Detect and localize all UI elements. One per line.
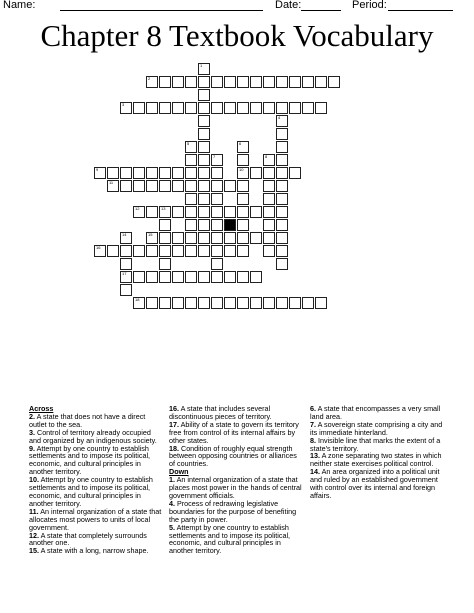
answer-cell[interactable] [237,193,249,205]
answer-cell[interactable] [224,232,236,244]
answer-cell[interactable] [172,232,184,244]
answer-cell[interactable] [276,180,288,192]
answer-cell[interactable] [198,180,210,192]
answer-cell[interactable] [198,102,210,114]
clue-number: 5 [187,141,190,146]
answer-cell[interactable] [250,102,262,114]
clue-num: 5. [169,522,175,532]
answer-cell[interactable] [263,245,275,257]
answer-cell[interactable] [237,219,249,231]
answer-cell[interactable] [198,193,210,205]
across-heading: Across [29,404,54,413]
answer-cell[interactable] [172,297,184,309]
clue-item [29,476,162,508]
answer-cell[interactable] [289,297,301,309]
answer-cell[interactable] [276,141,288,153]
answer-cell[interactable] [211,76,223,88]
clue-number: 4 [278,115,281,120]
answer-cell[interactable] [224,180,236,192]
clue-number: 13 [161,206,166,211]
answer-cell[interactable] [263,219,275,231]
answer-cell[interactable] [276,102,288,114]
answer-cell[interactable] [120,167,132,179]
answer-cell[interactable] [211,271,223,283]
clue-item [169,445,302,469]
answer-cell[interactable] [302,297,314,309]
answer-cell[interactable] [172,206,184,218]
answer-cell[interactable] [276,232,288,244]
clue-number: 15 [148,232,153,237]
answer-cell[interactable] [198,63,210,75]
answer-cell[interactable] [211,154,223,166]
clue-item [310,405,445,421]
answer-cell[interactable] [172,167,184,179]
answer-cell[interactable] [159,271,171,283]
clue-text: An internal organization of a state that places most power in the hands of central government officials. [169,475,302,500]
clue-text: Control of territory already occupied and organized by an indigenous society. [29,427,157,445]
clue-item [29,547,162,555]
date-label: Date: [275,0,302,11]
answer-cell[interactable] [159,167,171,179]
clue-item [169,476,302,500]
answer-cell[interactable] [133,206,145,218]
answer-cell[interactable] [250,297,262,309]
clue-num: 6. [310,404,316,413]
answer-cell[interactable] [250,76,262,88]
answer-cell[interactable] [263,297,275,309]
answer-cell[interactable] [198,219,210,231]
answer-cell[interactable] [198,128,210,140]
answer-cell[interactable] [172,76,184,88]
answer-cell[interactable] [94,167,106,179]
answer-cell[interactable] [250,167,262,179]
answer-cell[interactable] [198,245,210,257]
down-heading: Down [169,467,189,477]
answer-cell[interactable] [237,271,249,283]
clues-section [0,405,474,610]
clue-num: 3. [29,427,35,437]
answer-cell[interactable] [289,76,301,88]
clue-item [310,421,445,437]
answer-cell[interactable] [198,167,210,179]
answer-cell[interactable] [211,219,223,231]
clue-num: 8. [310,435,316,445]
answer-cell[interactable] [211,193,223,205]
clue-item [169,524,302,556]
clue-number: 12 [135,206,140,211]
clue-text: Attempt by one country to establish settlements and to impose its political, economic, and cultural principles in another territory. [29,475,153,508]
answer-cell[interactable] [172,102,184,114]
answer-cell[interactable] [133,167,145,179]
answer-cell[interactable] [315,297,327,309]
answer-cell[interactable] [198,271,210,283]
answer-cell[interactable] [224,102,236,114]
clue-num: 15. [29,546,39,556]
clue-number: 2 [148,76,151,81]
answer-cell[interactable] [159,258,171,270]
clue-text: A state that does not have a direct outlet to the sea. [29,411,146,429]
clue-num: 12. [29,530,39,540]
answer-cell[interactable] [224,76,236,88]
clue-num: 18. [169,443,179,453]
clue-text: An area organized into a political unit and ruled by an established government with control over its internal and foreign affairs. [310,467,440,500]
clue-text: Process of redrawing legislative boundaries for the purpose of benefiting the party in power. [169,498,297,524]
answer-cell[interactable] [224,271,236,283]
answer-cell[interactable] [107,245,119,257]
answer-cell[interactable] [211,258,223,270]
clue-text: Attempt by one country to establish settlements and to impose its political, economic, and cultural principles in another territory. [169,522,291,556]
answer-cell[interactable] [276,115,288,127]
answer-cell[interactable] [185,180,197,192]
answer-cell[interactable] [146,232,158,244]
answer-cell[interactable] [263,193,275,205]
clue-item [310,468,445,500]
clue-num: 7. [310,419,316,429]
answer-cell[interactable] [172,180,184,192]
answer-cell[interactable] [94,245,106,257]
answer-cell[interactable] [237,167,249,179]
answer-cell[interactable] [263,180,275,192]
clue-item [169,500,302,524]
clue-text: A state that includes several discontinuous pieces of territory. [169,404,272,421]
answer-cell[interactable] [159,219,171,231]
period-label: Period: [352,0,387,11]
clue-number: 16 [96,245,101,250]
answer-cell[interactable] [276,245,288,257]
answer-cell[interactable] [172,245,184,257]
answer-cell[interactable] [133,102,145,114]
black-square [224,219,236,231]
answer-cell[interactable] [185,154,197,166]
clue-num: 10. [29,475,39,485]
clue-text: Invisible line that marks the extent of a state's territory. [310,435,441,453]
answer-cell[interactable] [120,180,132,192]
clue-item [310,437,445,453]
answer-cell[interactable] [107,167,119,179]
answer-cell[interactable] [159,76,171,88]
answer-cell[interactable] [185,206,197,218]
clue-text: An internal organization of a state that allocates most powers to units of local government. [29,506,162,532]
answer-cell[interactable] [263,167,275,179]
clue-item [29,508,162,532]
answer-cell[interactable] [133,271,145,283]
answer-cell[interactable] [211,297,223,309]
answer-cell[interactable] [237,102,249,114]
answer-cell[interactable] [250,271,262,283]
answer-cell[interactable] [198,154,210,166]
clue-number: 3 [122,102,125,107]
clue-num: 9. [29,443,35,453]
answer-cell[interactable] [276,193,288,205]
answer-cell[interactable] [224,245,236,257]
answer-cell[interactable] [237,232,249,244]
answer-cell[interactable] [185,271,197,283]
answer-cell[interactable] [133,180,145,192]
answer-cell[interactable] [159,297,171,309]
clues-column-2 [169,405,302,555]
clues-column-3 [310,405,445,500]
answer-cell[interactable] [107,180,119,192]
answer-cell[interactable] [185,167,197,179]
answer-cell[interactable] [146,102,158,114]
answer-cell[interactable] [198,89,210,101]
answer-cell[interactable] [159,232,171,244]
answer-cell[interactable] [159,102,171,114]
answer-cell[interactable] [211,206,223,218]
answer-cell[interactable] [237,141,249,153]
clue-number: 17 [122,271,127,276]
clue-num: 1. [169,475,175,485]
answer-cell[interactable] [276,258,288,270]
clue-text: A state with a long, narrow shape. [39,546,149,556]
clue-number: 10 [239,167,244,172]
clue-number: 18 [135,297,140,302]
answer-cell[interactable] [185,232,197,244]
answer-cell[interactable] [172,271,184,283]
answer-cell[interactable] [263,206,275,218]
clue-text: Ability of a state to govern its territory free from control of its internal affairs by other states. [169,419,299,445]
answer-cell[interactable] [276,76,288,88]
answer-cell[interactable] [276,219,288,231]
answer-cell[interactable] [146,206,158,218]
answer-cell[interactable] [120,102,132,114]
clue-item [169,421,302,445]
answer-cell[interactable] [185,297,197,309]
answer-cell[interactable] [289,167,301,179]
answer-cell[interactable] [185,245,197,257]
clue-num: 16. [169,404,179,413]
answer-cell[interactable] [302,102,314,114]
answer-cell[interactable] [276,154,288,166]
answer-cell[interactable] [159,245,171,257]
clue-num: 4. [169,498,175,508]
answer-cell[interactable] [198,206,210,218]
answer-cell[interactable] [159,180,171,192]
clue-num: 13. [310,451,320,461]
answer-cell[interactable] [276,297,288,309]
clue-item [310,452,445,468]
clue-num: 14. [310,467,320,477]
answer-cell[interactable] [263,232,275,244]
clue-item [29,429,162,445]
clue-item [29,445,162,477]
answer-cell[interactable] [315,102,327,114]
clue-text: Attempt by one country to establish settlements and to impose its political, economic, and cultural principles in another territory. [29,443,151,477]
answer-cell[interactable] [237,76,249,88]
answer-cell[interactable] [211,232,223,244]
answer-cell[interactable] [185,102,197,114]
clue-number: 1 [200,63,203,68]
answer-cell[interactable] [276,167,288,179]
answer-cell[interactable] [302,76,314,88]
answer-cell[interactable] [159,206,171,218]
clues-column-1 [29,405,162,555]
answer-cell[interactable] [185,76,197,88]
answer-cell[interactable] [237,154,249,166]
answer-cell[interactable] [120,271,132,283]
clue-number: 14 [122,232,127,237]
answer-cell[interactable] [237,206,249,218]
answer-cell[interactable] [198,232,210,244]
answer-cell[interactable] [328,76,340,88]
clue-item [169,405,302,421]
answer-cell[interactable] [185,219,197,231]
answer-cell[interactable] [250,232,262,244]
clue-item [29,532,162,548]
clue-number: 9 [96,167,99,172]
answer-cell[interactable] [276,206,288,218]
clue-num: 11. [29,506,39,516]
answer-cell[interactable] [133,297,145,309]
clue-text: A zone separating two states in which neither state exercises political control. [310,451,442,469]
answer-cell[interactable] [146,271,158,283]
answer-cell[interactable] [315,76,327,88]
answer-cell[interactable] [120,232,132,244]
answer-cell[interactable] [211,180,223,192]
answer-cell[interactable] [250,206,262,218]
answer-cell[interactable] [146,297,158,309]
name-label: Name: [3,0,36,11]
answer-cell[interactable] [237,245,249,257]
answer-cell[interactable] [276,128,288,140]
answer-cell[interactable] [211,245,223,257]
answer-cell[interactable] [237,180,249,192]
answer-cell[interactable] [120,284,132,296]
answer-cell[interactable] [263,102,275,114]
answer-cell[interactable] [146,76,158,88]
clue-number: 7 [213,154,216,159]
answer-cell[interactable] [146,245,158,257]
answer-cell[interactable] [146,180,158,192]
answer-cell[interactable] [198,76,210,88]
answer-cell[interactable] [146,167,158,179]
answer-cell[interactable] [263,76,275,88]
answer-cell[interactable] [120,258,132,270]
clue-text: A sovereign state comprising a city and its immediate hinterland. [310,419,443,437]
clue-item [29,413,162,429]
answer-cell[interactable] [211,167,223,179]
answer-cell[interactable] [120,245,132,257]
answer-cell[interactable] [224,297,236,309]
answer-cell[interactable] [224,206,236,218]
answer-cell[interactable] [289,102,301,114]
answer-cell[interactable] [198,141,210,153]
answer-cell[interactable] [185,141,197,153]
clue-number: 8 [265,154,268,159]
answer-cell[interactable] [198,115,210,127]
answer-cell[interactable] [185,193,197,205]
answer-cell[interactable] [263,154,275,166]
answer-cell[interactable] [133,245,145,257]
answer-cell[interactable] [198,297,210,309]
answer-cell[interactable] [237,297,249,309]
clue-number: 6 [239,141,242,146]
clue-num: 2. [29,411,35,421]
clue-text: Condition of roughly equal strength between opposing countries or alliances of countries. [169,443,297,469]
clue-number: 11 [109,180,114,185]
clue-num: 17. [169,419,179,429]
page-title: Chapter 8 Textbook Vocabulary [40,18,434,53]
answer-cell[interactable] [211,102,223,114]
clue-text: A state that completely surrounds another one. [29,530,147,548]
clue-text: A state that encompasses a very small land area. [310,404,441,421]
